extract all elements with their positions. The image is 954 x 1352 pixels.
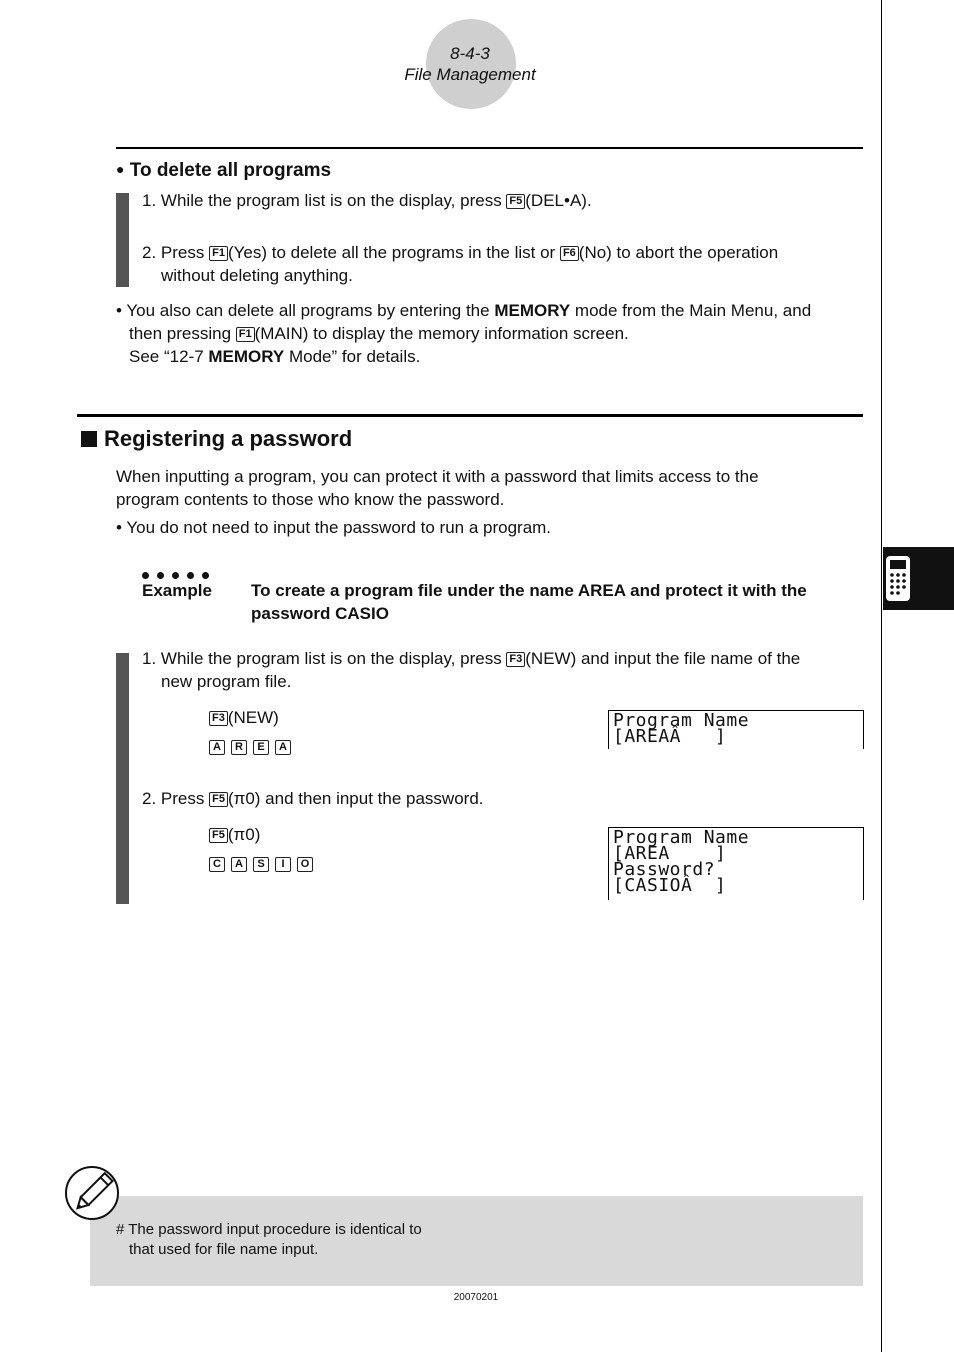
key-f5: F5 xyxy=(506,194,525,209)
note-line2: that used for file name input. xyxy=(129,1241,319,1258)
delete-tip-line2: then pressing F1 (MAIN) to display the memory information screen. xyxy=(129,324,629,343)
operation-lock: F5 (π0) xyxy=(209,823,260,846)
key-e: E xyxy=(253,740,269,755)
key-i: I xyxy=(275,857,291,872)
lcd-line: [AREA ] xyxy=(613,843,727,864)
key-a: A xyxy=(209,740,225,755)
lcd-screen-1 xyxy=(608,710,864,749)
intro-line1: When inputting a program, you can protect it with a password that limits access to the xyxy=(116,467,759,486)
lcd-line: Password? xyxy=(613,859,716,880)
delete-step-2-cont: without deleting anything. xyxy=(161,266,353,285)
page-number: 8-4-3 xyxy=(450,44,490,63)
lcd-line: Program Name xyxy=(613,827,750,848)
subheading-delete-all: ● To delete all programs xyxy=(116,160,332,181)
margin-rule xyxy=(881,0,882,1352)
key-s: S xyxy=(253,857,269,872)
section-rule xyxy=(116,147,863,149)
intro-line2: program contents to those who know the password. xyxy=(116,490,505,509)
key-c: C xyxy=(209,857,225,872)
calculator-icon xyxy=(883,547,954,610)
lcd-screen-2 xyxy=(608,827,864,900)
lcd-line: [AREAÂ ] xyxy=(613,726,727,747)
password-step-1-cont: new program file. xyxy=(161,672,292,691)
delete-step-1: 1. While the program list is on the display, press F5 (DEL•A). xyxy=(142,191,592,210)
bullet-icon: ● xyxy=(116,161,125,177)
note-line1: # The password input procedure is identical to xyxy=(116,1221,422,1238)
example-title-line2: password CASIO xyxy=(251,604,389,623)
key-a: A xyxy=(231,857,247,872)
key-f1: F1 xyxy=(236,327,255,342)
footer-code: 20070201 xyxy=(453,1292,499,1303)
key-f3: F3 xyxy=(209,711,228,726)
key-f6: F6 xyxy=(560,246,579,261)
password-step-2: 2. Press F5 (π0) and then input the password. xyxy=(142,789,484,808)
key-f1: F1 xyxy=(209,246,228,261)
delete-tip-line1: • You also can delete all programs by entering the MEMORY mode from the Main Menu, and xyxy=(116,301,812,320)
example-title-line1: To create a program file under the name AREA and protect it with the xyxy=(251,581,807,600)
key-sequence-area xyxy=(209,735,297,758)
pencil-icon xyxy=(64,1166,122,1227)
section-title: File Management xyxy=(404,65,536,84)
section-rule xyxy=(77,414,863,417)
chapter-tab xyxy=(883,547,954,610)
key-sequence-casio xyxy=(209,852,319,875)
key-f5: F5 xyxy=(209,828,228,843)
example-label: Example xyxy=(142,581,212,600)
step-bar xyxy=(116,653,129,904)
heading-registering-password: Registering a password xyxy=(104,426,353,451)
key-o: O xyxy=(297,857,313,872)
delete-step-2: 2. Press F1 (Yes) to delete all the programs in the list or F6 (No) to abort the operation xyxy=(142,243,779,262)
lcd-line: [CASIOÂ ] xyxy=(613,875,727,896)
key-r: R xyxy=(231,740,247,755)
key-f3: F3 xyxy=(506,652,525,667)
delete-tip-line3: See “12-7 MEMORY Mode” for details. xyxy=(129,347,421,366)
key-f5: F5 xyxy=(209,792,228,807)
step-bar xyxy=(116,193,129,287)
operation-new: F3 (NEW) xyxy=(209,706,279,729)
section-square-icon xyxy=(81,431,97,447)
key-a: A xyxy=(275,740,291,755)
intro-bullet: • You do not need to input the password to run a program. xyxy=(116,518,552,537)
lcd-line: Program Name xyxy=(613,710,750,731)
password-step-1: 1. While the program list is on the display, press F3 (NEW) and input the file name of the xyxy=(142,649,801,668)
header-circle xyxy=(426,19,516,109)
